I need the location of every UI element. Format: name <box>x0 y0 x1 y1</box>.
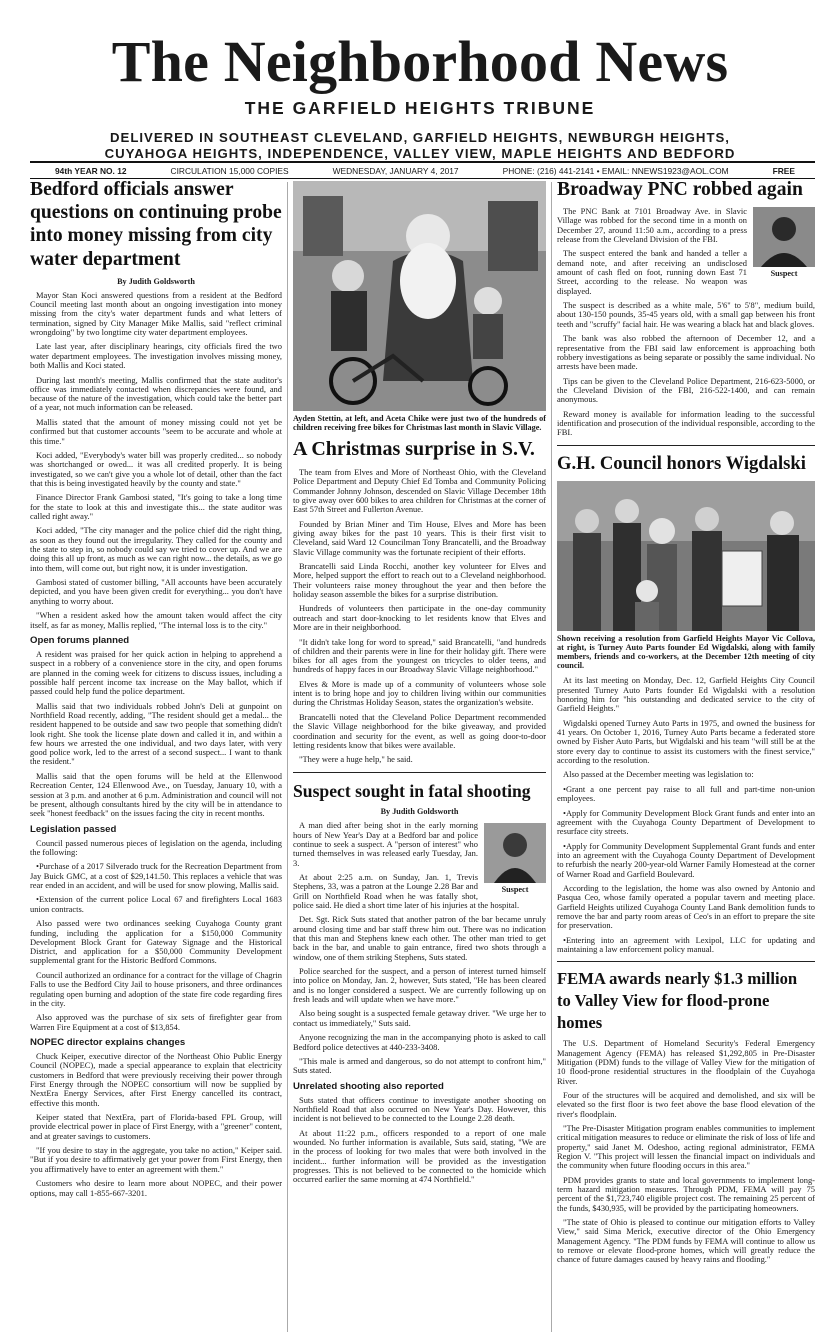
byline: By Judith Goldsworth <box>117 276 195 286</box>
paragraph: •Purchase of a 2017 Silverado truck for the Recreation Department from Jay Buick GMC, at a cost of $29,141.50. This replaces a vehicle that was rear ended in an accident, and will be used for snow plowing, Mallis said. <box>30 861 282 890</box>
delivery-area <box>0 130 840 162</box>
paragraph: At about 11:22 p.m., officers responded to a report of one male wounded. No further information is available, Suts said, stating, "We are in the process of looking for two males that were both involved in the incident... further information will be provided as the investigation progresses. This is not believed to be connected to the homicide which occurred earlier the same morning at 474 Northfield." <box>293 1127 546 1185</box>
paragraph: Also passed at the December meeting was legislation to: <box>563 769 754 780</box>
suspect-photo <box>484 823 546 894</box>
paragraph: "This male is armed and dangerous, so do not attempt to confront him," Suts stated. <box>293 1056 546 1076</box>
paragraph: Chuck Keiper, executive director of the Northeast Ohio Public Energy Council (NOPEC), made a special appearance to explain that electricity customers in Bedford that were previously receiving their power through First Energy through the NOPEC consortium will now be supplied by NextEra Energy Services, after First Energy cancelled its contract, effective this month. <box>30 1051 282 1108</box>
article-headline: Bedford officials answer questions on continuing probe into money missing from city water department <box>30 179 282 270</box>
newspaper-subtitle: THE GARFIELD HEIGHTS TRIBUNE <box>244 98 596 118</box>
newspaper-title: The Neighborhood News <box>111 29 729 94</box>
suspect-photo-caption: Suspect <box>501 885 529 895</box>
paragraph: Also approved was the purchase of six sets of firefighter gear from Warren Fire Equipment at a cost of $13,854. <box>30 1012 282 1032</box>
suspect-photo-image <box>484 823 546 883</box>
paragraph: Hundreds of volunteers then participate in the one-day community outreach and start door-knocking to let residents know that Elves and More are in their neighborhood. <box>293 603 546 633</box>
paragraph: "If you desire to stay in the aggregate, you take no action," Keiper said. "But if you desire to affirmatively get your power from First Energy, then you affirmatively have to enter an agreement with them." <box>30 1145 282 1174</box>
paragraph: Police searched for the suspect, and a person of interest turned himself into police on Monday, Jan. 2, however, Suts stated, "He has been cleared and is no longer considered a suspect. We are currently following up on fresh leads and will update when we have more." <box>293 966 546 1004</box>
article-headline: FEMA awards nearly $1.3 million to Valley View for flood-prone homes <box>557 969 798 1033</box>
paragraph: Koci added, "The city manager and the police chief did the right thing, as soon as they found out the irregularity. They called for the county and the state to step in, so nobody could say we tried to cover up. And we are doing this all up front, as much as we can right now... the details, as we go into them, will come out, but right now, it is under investigation. <box>30 525 282 573</box>
paragraph: •Entering into an agreement with Lexipol, LLC for updating and maintaining a law enforcement policy manual. <box>557 934 815 955</box>
article-headline: A Christmas surprise in S.V. <box>293 438 535 461</box>
pnc-suspect-photo <box>753 207 815 278</box>
column-divider <box>287 182 288 1332</box>
suspect-article <box>293 781 546 1185</box>
council-photo <box>557 481 815 631</box>
paragraph: Mayor Stan Koci answered questions from a resident at the Bedford Council meeting last month about an ongoing investigation into money missing from the city's water department funds and what letters of termination, signed by City Manager Mike Mallis, said "reflect criminal wrongdoing" by two longtime city water department employees. <box>30 289 282 337</box>
subhead: NOPEC director explains changes <box>30 1037 186 1049</box>
paragraph: Elves & More is made up of a community of volunteers whose sole intent is to bring hope and joy to children living within our communities during the Christmas Holiday Season, states the organization's website. <box>293 678 546 708</box>
fema-article <box>557 968 815 1264</box>
subhead: Open forums planned <box>30 635 130 646</box>
paragraph: At its last meeting on Monday, Dec. 12, Garfield Heights City Council presented Turney Auto Parts founder Ed Wigdalski with a resolution honoring him for "his outstanding and dedicated service to the city of Garfield Heights." <box>557 675 815 714</box>
byline: By Judith Goldsworth <box>380 807 459 817</box>
paragraph: Late last year, after disciplinary hearings, city officials fired the two water department employees. The investigation involves missing money, both Mallis and Koci stated. <box>30 341 282 371</box>
paragraph: The team from Elves and More of Northeast Ohio, with the Cleveland Police Department and Deputy Chief Ed Tomba and Community Policing Commander Johnny Johnson, descended on Slavic Village December 18th to give away over 600 bikes to area children for Christmas at the corner of East 57th Street and Fullerton Avenue. <box>293 467 546 515</box>
paragraph: Mallis stated that the amount of money missing could not yet be confirmed but that customer accounts "seem to be accurate and whole at this time." <box>30 416 282 446</box>
paragraph: "The Pre-Disaster Mitigation program enables communities to implement critical mitigation measures to reduce or eliminate the risk of loss of life and property," said Janet M. Odeshoo, acting regional administrator, FEMA Region V. "This project will lessen the financial impact on individuals and the community when future flooding occurs in this area." <box>557 1123 815 1171</box>
paragraph: Gambosi stated of customer billing, "All accounts have been accurately depicted, and you have been given credit for everything... you don't have anything to worry about. <box>30 577 282 606</box>
paragraph: Brancatelli noted that the Cleveland Police Department recommended the Slavic Village neighborhood for the bike giveaway, and provided coordination and security for the event, as well as going door-to-door letting residents know that bikes were available. <box>293 711 546 750</box>
paragraph: Koci added, "Everybody's water bill was properly credited... so nobody was shortchanged or owed... it was all credited properly. It is being investigated, so we can't give you a whole lot of detail, other than the fact that this is being investigated heavily by the county and state." <box>30 450 282 488</box>
paragraph: Mallis said that the open forums will be held at the Ellenwood Recreation Center, 124 Ellenwood Ave., on Tuesday, January 10, with a session at 3 p.m. and another at 6 p.m. Administration and council will not be present, although consultants hired by the city will be in attendance to seek "honest feedback" on the issues facing the city in recent months. <box>30 770 282 819</box>
article-headline: G.H. Council honors Wigdalski <box>557 452 806 474</box>
paragraph: The bank was also robbed the afternoon of December 12, and a representative from the FBI said law enforcement is approaching both robbery investigations as being separate or possibly the same individual. No arrests have been made. <box>557 333 815 372</box>
paragraph: Reward money is available for information leading to the successful identification and prosecution of the individual responsible, according to the FBI. <box>557 408 815 438</box>
paragraph: Council passed numerous pieces of legislation on the agenda, including the following: <box>30 837 282 857</box>
paragraph: The U.S. Department of Homeland Security's Federal Emergency Management Agency (FEMA) has released $1,292,805 in Pre-Disaster Mitigation (PDM) funds to the village of Valley View for the mitigation of 10 flood-prone residential structures in the floodplain of the Cuyahoga River. <box>557 1038 815 1086</box>
paragraph: •Apply for Community Development Supplemental Grant funds and enter into an agreement with the Cuyahoga County Department of Development to refurbish the nearly 200-year-old Warner Family Homestead at the corner of Warner Road and Garfield Boulevard. <box>557 840 815 879</box>
paragraph: •Extension of the current police Local 67 and firefighters Local 1683 union contracts. <box>30 894 282 914</box>
paragraph: Anyone recognizing the man in the accompanying photo is asked to call Bedford police detectives at 440-233-3408. <box>293 1032 546 1052</box>
pnc-suspect-photo-caption: Suspect <box>770 269 798 279</box>
paragraph: •Grant a one percent pay raise to all full and part-time non-union employees. <box>557 783 815 804</box>
paragraph: Mallis said that two individuals robbed John's Deli at gunpoint on Northfield Road recently, adding, "The resident should get a medal... the resident happened to be outside and saw two people that something didn't look right. She took the license plate down and called it in, and within a few hours we arrested the one individual, and two days later, with very good police work, led to the arrest of a second suspect... I want to thank the resident." <box>30 700 282 767</box>
paragraph: According to the legislation, the home was also owned by Antonio and Pasqua Ceo, whose family operated a popular tavern and meeting place. Garfield Heights utilized Cuyahoga County Land Bank demolition funds to remove the bar and party room areas of Ceo's in an effort to prepare the site for preservation. <box>557 883 815 931</box>
article-headline: Suspect sought in fatal shooting <box>293 780 531 801</box>
paragraph: The PNC Bank at 7101 Broadway Ave. in Slavic Village was robbed for the second time in a month on December 27, around 11:50 a.m., according to a press release from the Cleveland Division of the FBI. <box>557 206 747 244</box>
delivery-line-2: CUYAHOGA HEIGHTS, INDEPENDENCE, VALLEY VIEW, MAPLE HEIGHTS AND BEDFORD <box>104 146 736 161</box>
paragraph: The suspect entered the bank and handed a teller a demand note, and after receiving an undisclosed amount of cash fled on foot, running down East 71 Street, according to the release. No weapon was displayed. <box>557 248 747 296</box>
delivery-line-1: DELIVERED IN SOUTHEAST CLEVELAND, GARFIELD HEIGHTS, NEWBURGH HEIGHTS, <box>110 130 730 145</box>
article-divider <box>557 961 815 962</box>
issue-date: WEDNESDAY, JANUARY 4, 2017 <box>332 165 459 176</box>
bedford-article <box>30 178 282 1203</box>
paragraph: Council authorized an ordinance for a contract for the village of Chagrin Falls to use the Bedford City Jail to house prisoners, and three ordinances regulating open burning and adoption of the state fire code regarding fires in the city. <box>30 969 282 1008</box>
paragraph: "They were a huge help," he said. <box>299 754 413 765</box>
paragraph: Four of the structures will be acquired and demolished, and six will be elevated so the first floor is two feet above the base flood elevation of the river's floodplain. <box>557 1090 815 1119</box>
price: FREE <box>772 165 795 176</box>
article-divider <box>557 445 815 446</box>
bike-giveaway-photo <box>293 181 546 411</box>
column-divider <box>551 182 552 1332</box>
paragraph: The suspect is described as a white male, 5'6" to 5'8", medium build, about 130-150 pounds, 35-45 years old, with a small gap between his front teeth and "scruffy" facial hair. He was wearing a black hat and black gloves. <box>557 300 815 329</box>
paragraph: "When a resident asked how the amount taken would affect the city itself, as far as money, Mallis replied, "The internal loss is to the city." <box>30 610 282 630</box>
paragraph: A resident was praised for her quick action in helping to apprehend a suspect in a robbery of a convenience store in the city, and open forums are planned in the coming week for citizens to discuss issues, including a possible half percent income tax increase on the May ballot, which if passed could help fund the police department. <box>30 649 282 697</box>
article-divider <box>293 772 546 773</box>
paragraph: Customers who desire to learn more about NOPEC, and their power options, may call 1-855-667-3201. <box>30 1178 282 1198</box>
paragraph: Brancatelli said Linda Rocchi, another key volunteer for Elves and More, helped support the effort to reach out to a Cleveland neighborhood. Their volunteers raise money throughout the year and then before the holiday season assemble the bikes for a surprise distribution. <box>293 561 546 599</box>
paragraph: Tips can be given to the Cleveland Police Department, 216-623-5000, or the Cleveland Division of the FBI, 216-522-1400, and can remain anonymous. <box>557 375 815 405</box>
photo-caption: Shown receiving a resolution from Garfield Heights Mayor Vic Collova, at right, is Turney Auto Parts founder Ed Wigdalski, along with family members, friends and co-workers, at the December 12th meeting of city council. <box>557 633 815 671</box>
paragraph: Suts stated that officers continue to investigate another shooting on Northfield Road that also occurred on New Year's Day. However, this incident is not believed to be connected to the Lounge 2.28 death. <box>293 1094 546 1124</box>
article-headline: Broadway PNC robbed again <box>557 179 803 200</box>
paragraph: During last month's meeting, Mallis confirmed that the state auditor's office was immediately contacted when discrepancies were found, and because of the nature of the investigation, which could take the better part of a year, not much information can be released. <box>30 374 282 413</box>
contact-info: PHONE: (216) 441-2141 • EMAIL: NNEWS1923@AOL.COM <box>502 165 729 176</box>
photo-caption: Ayden Stettin, at left, and Aceta Chike were just two of the hundreds of children receiving free bikes for Christmas last month in Slavic Village. <box>293 414 546 433</box>
subhead: Legislation passed <box>30 823 117 835</box>
council-article <box>557 453 815 955</box>
paragraph: Det. Sgt. Rick Suts stated that another patron of the bar became unruly around closing time and bar staff threw him out. There was no indication that this man and Stephens knew each other. The other man tried to get back in the bar, and unable to gain entrance, fired two shots through a window, one of them striking Stephens, Suts stated. <box>293 914 546 962</box>
paragraph: Keiper stated that NextEra, part of Florida-based FPL Group, will provide electrical power in place of First Energy, with a "greener" content, and at greater savings to customers. <box>30 1112 282 1141</box>
council-image <box>557 481 815 631</box>
paragraph: Wigdalski opened Turney Auto Parts in 1975, and owned the business for 41 years. On October 1, 2016, Turney Auto Parts became a federated store owned by Fisher Auto Parts, but Wigdalski and his team "will still be at the store every day to continue to assist its customers with the finest service," according to the resolution. <box>557 717 815 765</box>
paragraph: Also passed were two ordinances seeking Cuyahoga County grant funding, including the application for a $150,000 Community Development Block Grant for Gateway Signage and the Historical District, and application for a $50,000 Community Development supplemental grant for the Historic Bedford Commons. <box>30 918 282 966</box>
issue-number: 94th YEAR NO. 12 <box>55 165 127 176</box>
paragraph: Finance Director Frank Gambosi stated, "It's going to take a long time for the state to look at this and investigate this... the state auditor was called right away." <box>30 492 282 521</box>
pnc-article <box>557 178 815 438</box>
subhead: Unrelated shooting also reported <box>293 1080 444 1092</box>
masthead <box>0 30 840 162</box>
bike-giveaway-image <box>293 181 546 411</box>
paragraph: Also being sought is a suspected female getaway driver. "We urge her to contact us immediately," Suts said. <box>293 1008 546 1028</box>
paragraph: •Apply for Community Development Block Grant funds and enter into an agreement with the Cuyahoga County Department of Development to resurface city streets. <box>557 807 815 837</box>
paragraph: Founded by Brian Miner and Tim House, Elves and More has been giving away bikes for the past 10 years. This is their first visit to Cleveland, said Ward 12 Councilman Tony Brancatelli, and the Broadway Slavic Village community was the fortunate recipient of their efforts. <box>293 518 546 557</box>
paragraph: A man died after being shot in the early morning hours of New Year's Day at a Bedford bar and police continue to seek a suspect. A "person of interest" who turned themselves in was released early Tuesday, Jan. 3. <box>293 820 478 868</box>
christmas-article <box>293 178 546 1190</box>
right-column <box>557 178 815 1270</box>
circulation: CIRCULATION 15,000 COPIES <box>170 165 289 176</box>
pnc-suspect-photo-image <box>753 207 815 267</box>
paragraph: "It didn't take long for word to spread," said Brancatelli, "and hundreds of children and their parents were in line for their holiday gift. There were bikes for all ages from the youngest on tricycles to older teens, and hundreds of happy faces in our Broadway Slavic Village neighborhood." <box>293 636 546 675</box>
paragraph: "The state of Ohio is pleased to continue our mitigation efforts to Valley View," said Sima Merick, executive director of the Ohio Emergency Management Agency. "The PDM funds by FEMA will continue to allow us to remove or elevate flood-prone homes, which will greatly reduce the chance of future damages caused by heavy rains and flooding." <box>557 1217 815 1265</box>
paragraph: At about 2:25 a.m. on Sunday, Jan. 1, Trevis Stephens, 33, was a patron at the Lounge 2.28 Bar and Grill on Northfield Road when he was fatally shot, police said. He died a short time later of his injuries at the hospital. <box>293 872 520 910</box>
paragraph: PDM provides grants to state and local governments to implement long-term hazard mitigation measures. Through PDM, FEMA will pay 75 percent of the $1,723,740 eligible project cost. The remaining 25 percent of the funds, $430,935, will be provided by the participating homeowners. <box>557 1174 815 1213</box>
issue-info-bar <box>30 161 815 179</box>
